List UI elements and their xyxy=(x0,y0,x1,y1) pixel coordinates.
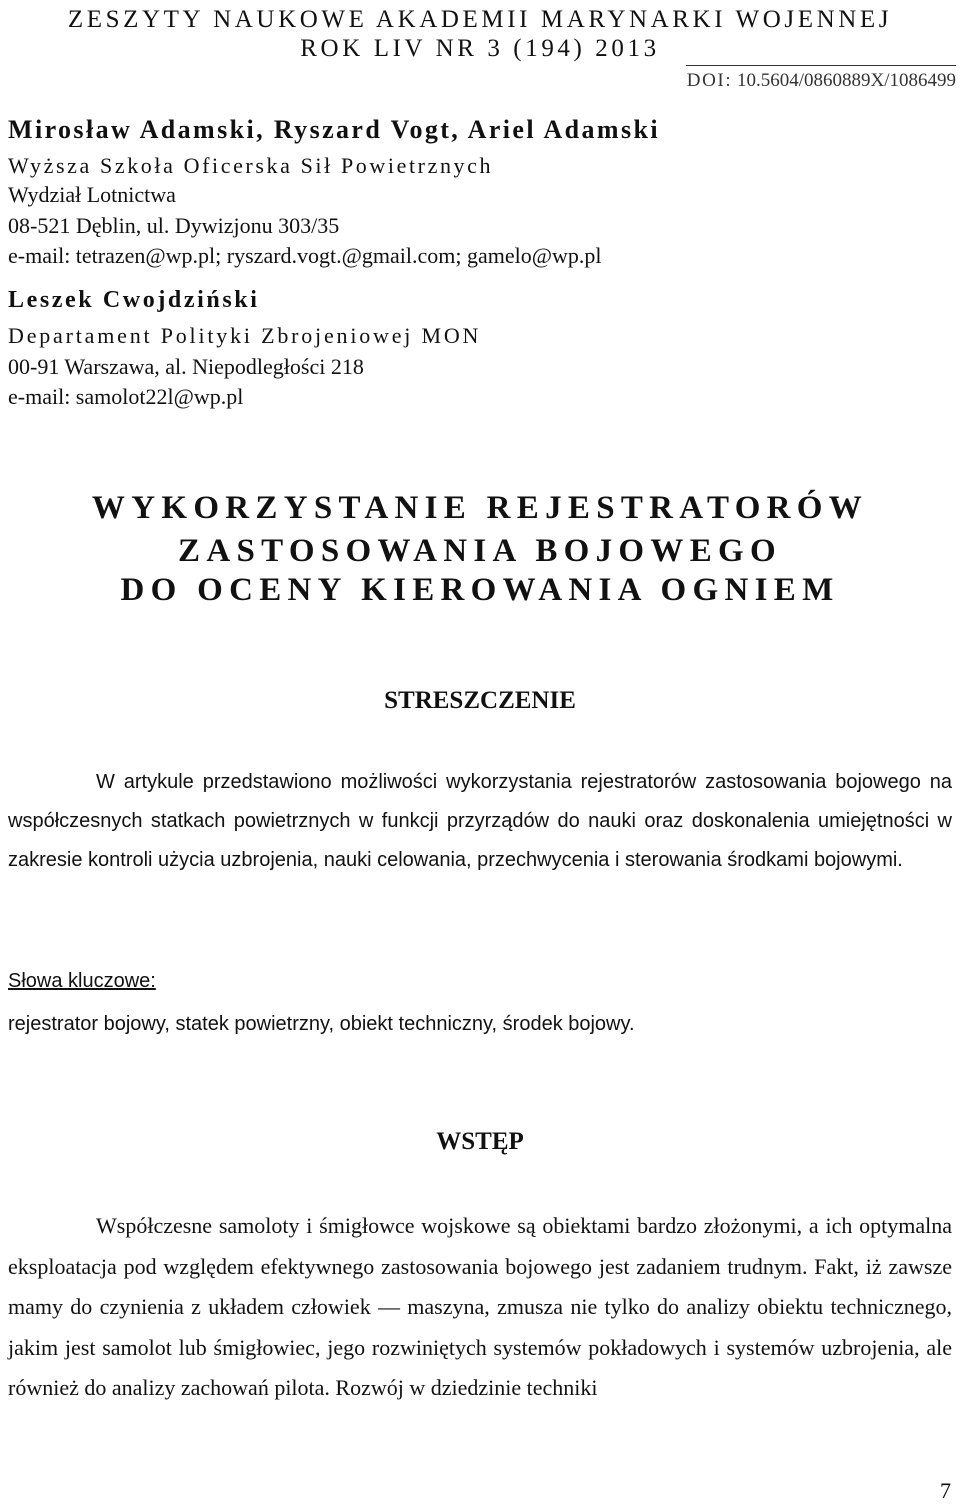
paper-title-line-2: ZASTOSOWANIA BOJOWEGO xyxy=(178,533,782,569)
abstract-heading: STRESZCZENIE xyxy=(384,687,576,714)
intro-heading: WSTĘP xyxy=(436,1128,524,1155)
author-affiliation: Wyższa Szkoła Oficerska Sił Powietrznych xyxy=(8,153,494,178)
author-affiliation-2: Departament Polityki Zbrojeniowej MON xyxy=(8,323,482,348)
author-names: Mirosław Adamski, Ryszard Vogt, Ariel Adamski xyxy=(8,115,660,144)
paper-title-line-1: WYKORZYSTANIE REJESTRATORÓW xyxy=(91,490,869,526)
journal-title: ZESZYTY NAUKOWE AKADEMII MARYNARKI WOJENNEJ xyxy=(67,6,893,33)
keywords: rejestrator bojowy, statek powietrzny, obiekt techniczny, środek bojowy. xyxy=(8,1013,635,1035)
author-email: e-mail: tetrazen@wp.pl; ryszard.vogt.@gmail.com; gamelo@wp.pl xyxy=(8,243,602,268)
doi-value: 10.5604/0860889X/1086499 xyxy=(736,70,956,91)
intro-text: Współczesne samoloty i śmigłowce wojskowe są obiektami bardzo złożonymi, a ich optymalna eksploatacja pod względem efektywnego zastosowania bojowego jest zadaniem trudnym. Fakt, iż zawsze mamy do czynienia z układem człowiek — maszyna, zmusza nie tylko do analizy obiektu technicznego, jakim jest samolot lub śmigłowiec, jego rozwiniętych systemów pokładowych i systemów uzbrojenia, ale również do analizy zachowań pilota. Rozwój w dziedzinie techniki xyxy=(8,1213,952,1400)
paper-title-line-3: DO OCENY KIEROWANIA OGNIEM xyxy=(120,572,840,608)
journal-issue: ROK LIV NR 3 (194) 2013 xyxy=(300,35,660,62)
doi-label: DOI: xyxy=(686,70,733,91)
author-address-2: 00-91 Warszawa, al. Niepodległości 218 xyxy=(8,354,364,379)
author-department: Wydział Lotnictwa xyxy=(8,182,176,207)
author-names-2: Leszek Cwojdziński xyxy=(8,287,260,313)
page-number: 7 xyxy=(940,1478,951,1503)
keywords-label: Słowa kluczowe: xyxy=(8,970,156,992)
header-rule xyxy=(686,65,956,66)
doi xyxy=(687,70,956,92)
abstract-text: W artykule przedstawiono możliwości wykorzystania rejestratorów zastosowania bojowego na współczesnych statkach powietrznych w funkcji przyrządów do nauki oraz doskonalenia umiejętności w zakresie kontroli użycia uzbrojenia, nauki celowania, przechwycenia i sterowania środkami bojowymi. xyxy=(8,771,952,871)
author-email-2: e-mail: samolot22l@wp.pl xyxy=(8,384,244,409)
author-address: 08-521 Dęblin, ul. Dywizjonu 303/35 xyxy=(8,213,340,238)
